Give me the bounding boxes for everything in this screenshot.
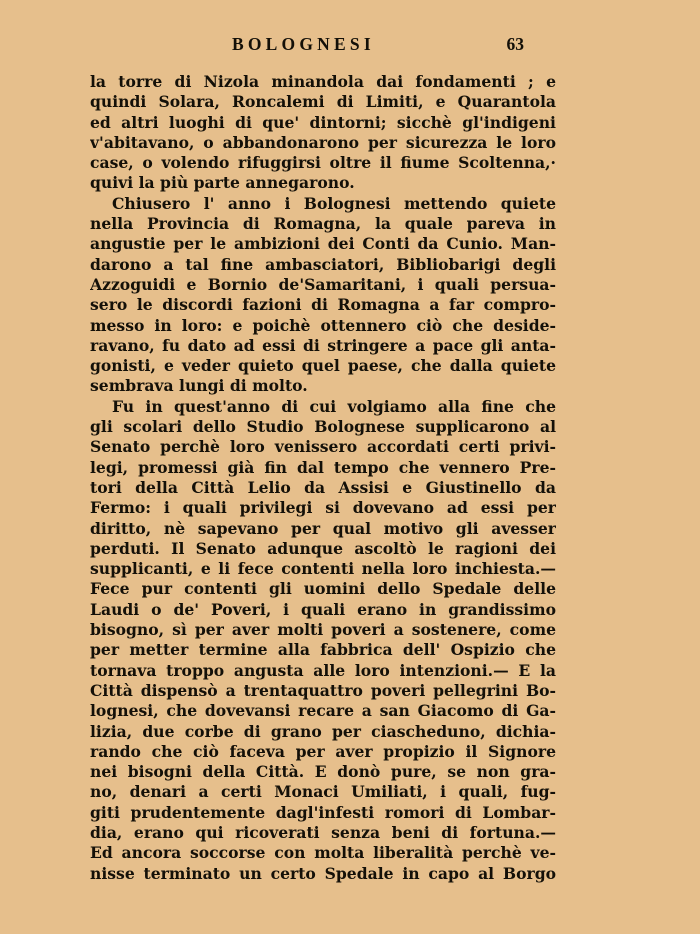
text-line: angustie per le ambizioni dei Conti da Cunio. Man- [90,234,556,254]
text-line: perduti. Il Senato adunque ascoltò le ragioni dei [90,538,556,558]
text-line: quindi Solara, Roncalemi di Limiti, e Quarantola [90,92,556,112]
text-line: Azzoguidi e Bornio de'Samaritani, i quali persua- [90,274,556,294]
text-line: diritto, nè sapevano per qual motivo gli avesser [90,518,556,538]
running-title: BOLOGNESI [232,34,375,54]
text-line: dia, erano qui ricoverati senza beni di fortuna.— [90,822,556,842]
text-line: per metter termine alla fabbrica dell' Ospizio che [90,640,556,660]
text-line: supplicanti, e li fece contenti nella loro inchiesta.— [90,559,556,579]
text-line: rando che ciò faceva per aver propizio il Signore [90,741,556,761]
text-line: Senato perchè loro venissero accordati certi privi- [90,437,556,457]
text-line: gli scolari dello Studio Bolognese supplicarono al [90,417,556,437]
text-line: messo in loro: e poichè ottennero ciò che deside- [90,315,556,335]
text-line: nisse terminato un certo Spedale in capo al Borgo [90,863,556,883]
page-number: 63 [506,34,524,54]
text-line: nei bisogni della Città. E donò pure, se non gra- [90,762,556,782]
text-line: gonisti, e veder quieto quel paese, che dalla quiete [90,356,556,376]
text-line: legi, promessi già fin dal tempo che vennero Pre- [90,457,556,477]
text-line: Fece pur contenti gli uomini dello Spedale delle [90,579,556,599]
text-line: lizia, due corbe di grano per ciascheduno, dichia- [90,721,556,741]
text-line: tornava troppo angusta alle loro intenzioni.— E la [90,660,556,680]
text-line: ed altri luoghi di que' dintorni; sicchè gl'indigeni [90,112,556,132]
text-line: bisogno, sì per aver molti poveri a sostenere, come [90,620,556,640]
text-line: nella Provincia di Romagna, la quale pareva in [90,214,556,234]
text-line: case, o volendo rifuggirsi oltre il fiume Scoltenna,· [90,153,556,173]
text-line: darono a tal fine ambasciatori, Bibliobarigi degli [90,254,556,274]
text-line: quivi la più parte annegarono. [90,173,355,193]
text-line: Ed ancora soccorse con molta liberalità perchè ve- [90,843,556,863]
body-text [90,72,556,884]
text-line: Fu in quest'anno di cui volgiamo alla fine che [112,396,556,416]
text-line: Fermo: i quali privilegi si dovevano ad essi per [90,498,556,518]
text-line: sero le discordi fazioni di Romagna a far compro- [90,295,556,315]
text-line: v'abitavano, o abbandonarono per sicurezza le loro [90,132,556,152]
text-line: sembrava lungi di molto. [90,376,308,396]
text-line: lognesi, che dovevansi recare a san Giacomo di Ga- [90,701,556,721]
text-line: ravano, fu dato ad essi di stringere a pace gli anta- [90,335,556,355]
text-line: tori della Città Lelio da Assisi e Giustinello da [90,477,556,497]
text-line: la torre di Nizola minandola dai fondamenti ; e [90,72,556,91]
text-line: giti prudentemente dagl'infesti romori di Lombar- [90,802,556,822]
page-header [90,34,556,58]
text-line: Chiusero l' anno i Bolognesi mettendo quiete [112,193,556,213]
text-line: Laudi o de' Poveri, i quali erano in grandissimo [90,599,556,619]
text-line: no, denari a certi Monaci Umiliati, i quali, fug- [90,782,556,802]
text-line: Città dispensò a trentaquattro poveri pellegrini Bo- [90,680,556,700]
